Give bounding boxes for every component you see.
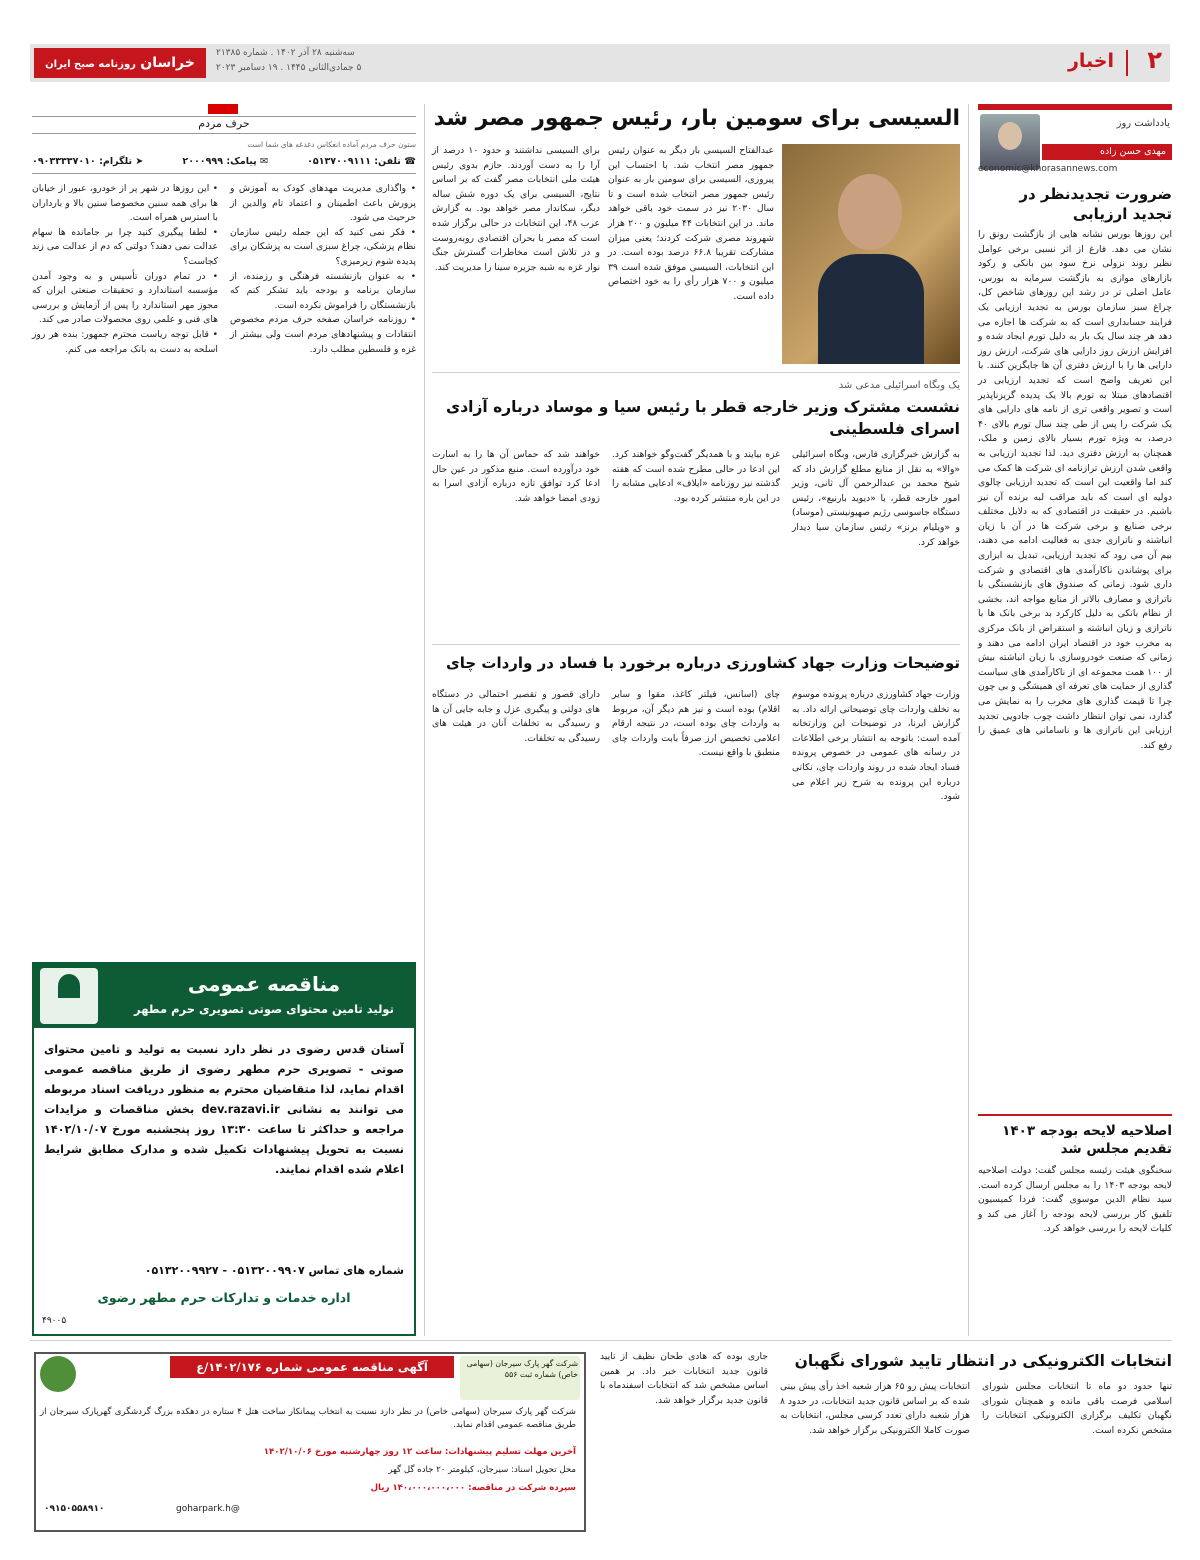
news-column <box>429 104 960 1336</box>
page-header <box>30 44 1170 82</box>
author-email[interactable]: economic@khorasannews.com <box>978 164 1118 174</box>
election-text-col-c: جاری بوده که هادی طحان نظیف از تایید قانون جدید انتخابات خبر داد. بر همین اساس مشخص شد که انتخابات اسفندماه با قانون جدید برگزار خواهد شد. <box>597 1351 768 1406</box>
author-name: مهدی حسن زاده <box>1042 144 1172 160</box>
ad2-company: شرکت گهر پارک سیرجان (سهامی خاص) شماره ثبت ۵۵۶ <box>460 1356 580 1400</box>
ad2-title: آگهی مناقصه عمومی شماره ۱۴۰۲/۱۷۶/ع <box>170 1356 454 1378</box>
author-face <box>998 122 1022 150</box>
sisi-text-col-b: برای السیسی نداشتند و حدود ۱۰ درصد از آرا را به دست آوردند. حازم بدوی رئیس هیئت ملی انتخابات مصر گفت که بر اساس نتایج، السیسی برای یک دوره شش ساله دیگر، سکاندار مصر خواهد بود. به گزارش عرب ۴۸، این انتخابات در حالی برگزار شده است که مصر با بحران اقتصادی روبه‌روست و در تلاش است مخاطرات گسترش جنگ نوار غزه به شبه جزیره سینا را مدیریت کند. <box>429 145 600 273</box>
tea-text-col-b: چای (اسانس، فیلتر کاغذ، مقوا و سایر اقلام) بوده است و نیز هم دیگر آن، مربوط به واردات چای بوده است، در نتیجه ارقام اعلامی تخصیص ارز صرفاً بابت واردات چای منطبق با واقع نیست. <box>609 689 780 759</box>
election-headline: انتخابات الکترونیکی در انتظار تایید شورای نگهبان <box>794 1352 1172 1370</box>
note-body: این روزها بورس نشانه هایی از بازگشت رونق را نشان می دهد. فارغ از اثر نسبی برخی عوامل نظیر روند نزولی نرخ سود بین بانکی و رکود بازارهای موازی به بازگشت سرمایه به بورس، عامل اصلی تر در رشد این روزهای شاخص کل، چراغ سبز سازمان بورس به تجدید ارزیابی یک فرایند حسابداری است که به شرکت ها اجازه می دهد هر چند سال یک بار به دلیل تورم ایجاد شده و افزایش ارزش روز دارایی های شرکت، ارزش روز دارایی ها را با ارزش دفتری آن ها جایگزین کنند. با این تعریف واضح است که تجدید ارزیابی در اقتصادهای مبتلا به تورم بالا یک پدیده گریزناپذیر است و تصویر واقعی تری از نامه های دارایی های یک شرکت را پس از طی چند سال تورم بالای ۴۰ درصد، به ویژه تورم بسیار بالای زمین و ملک، همچنان به ارزش دفتری دید. لذا تجدید ارزیابی به واقعی شدن ارزش ترازنامه ای شرکت ها کمک می کند اما واقعیت این است که تجدید ارزیابی چالوی دولیه ای است که باید مراقب لبه برنده آن نیز باشیم. در حقیقت در اقتصادی که به دلایل مختلف برخی صنایع و برخی شرکت ها در آن با زیان انباشته و ناترازی جدی به فعالیت ادامه می دهند، بیم آن می رود که تجدید ارزیابی، تبدیل به ابزاری برای پوشاندن ناکارآمدی های اقتصادی و شرکت داری شود. زمانی که صندوق های بازنشستگی با ناترازی و مصارف بالاتر از منابع مواجه اند، بخشی از نظام بانکی به دلیل کارکرد بد برخی بانک ها با ناترازی و زیان انباشته و استقراض از بانک مرکزی به مخرب خود در اقتصاد ایران ادامه می دهند و زمانی که صنعت خودروسازی با زیان انباشته بیش از ۱۰۰ همت مجموعه ای از ناکارآمدی های سیاست گذاری از حمایت های تعرفه ای همیشگی و بی چون چرا تا قیمت گذاری های مخرب را به نمایش می گذارد، نمی توان انتظار داشت چوب جادویی تجدید ارزیابی این ناترازی ها و ناسامانی های عمیق را رفع کند. <box>975 229 1172 751</box>
harfe-text-col-b: • این روزها در شهر پر از خودرو، عبور از خیابان ها برای همه سنین مخصوصا سنین بالا و بارداران با استرس همراه است. • لطفا پیگیری کنید چرا بر جامانده ها سهام عدالت نمی دهند؟ دولتی که دم از عدالت می زند کجاست؟ • در تمام دوران تأسیس و به وجود آمدن مؤسسه استاندارد و تحقیقات صنعتی ایران که مجوز مهر استاندارد را پس از آزمایش و بررسی های فنی و علمی روی محصولات صادر می کند. • قابل توجه ریاست محترم جمهور: بنده هر روز اسلحه به دست به بانک مراجعه می کنم. <box>32 183 218 355</box>
mossad-text-col-b: غزه بیایند و با همدیگر گفت‌وگو خواهند کرد. این ادعا در حالی مطرح شده است که هفته گذشته نیز روزنامه «ایلاف» ادعایی مشابه را در این باره منتشر کرده بود. <box>609 449 780 504</box>
divider <box>432 644 960 645</box>
sisi-headline: السیسی برای سومین بار، رئیس جمهور مصر شد <box>433 106 960 131</box>
phone-icon: ☎ <box>400 156 416 167</box>
sisi-photo <box>782 144 960 364</box>
sms-label: پیامک: <box>226 156 257 167</box>
divider <box>968 104 969 1336</box>
photo-suit <box>818 254 924 364</box>
ad2-line4: سپرده شرکت در مناقصه: ۱۴۰،۰۰۰،۰۰۰،۰۰۰ ریال <box>370 1483 576 1493</box>
phone-number: ۰۵۱۳۷۰۰۹۱۱۱ <box>307 156 371 167</box>
tea-text-col-c: دارای قصور و تقصیر احتمالی در دستگاه های دولتی و پیگیری عزل و جابه جایی آن ها و رسیدگی به تخلفات آنان در هیئت های رسیدگی به تخلفات. <box>429 689 600 744</box>
divider <box>432 372 960 373</box>
tender-ad-haram <box>32 962 416 1336</box>
divider <box>424 104 425 1336</box>
photo-face <box>838 174 902 250</box>
divider <box>30 1340 1172 1341</box>
mossad-text-col-c: خواهند شد که حماس آن ها را به اسارت خود درآورده است. منبع مذکور در عین حال ادعا کرد توافق تازه درباره آزادی اسرا به زودی امضا خواهد شد. <box>429 449 600 504</box>
phone-contact[interactable] <box>307 156 416 173</box>
harfe-subtitle: ستون حرف مردم آماده انعکاس دغدغه های شما است <box>247 140 416 149</box>
budget-body: سخنگوی هیئت رئیسه مجلس گفت: دولت اصلاحیه لایحه بودجه ۱۴۰۳ را به مجلس ارسال کرده است. سید نظام الدین موسوی گفت: فردا کمیسیون تلفیق کار بررسی لایحه بودجه را آغاز می کند و کلیات لایحه را بررسی خواهد کرد. <box>975 1165 1172 1235</box>
issue-date-hijri: ۵ جمادی‌الثانی ۱۴۴۵ . ۱۹ دسامبر ۲۰۲۳ <box>216 63 362 73</box>
election-text-col-b: انتخابات پیش رو ۶۵ هزار شعبه اخذ رأی پیش بینی شده که بر اساس قانون جدید انتخابات، در حدود ۸ هزار شعبه دارای تعدد کرسی مجلس، انتخابات به صورت کاملا الکترونیکی برگزار خواهد شد. <box>777 1381 971 1436</box>
mossad-text-col-a: به گزارش خبرگزاری فارس، وبگاه اسرائیلی «والا» به نقل از منابع مطلع گزارش داد که شیخ محمد بن عبدالرحمن آل ثانی، وزیر امور خارجه قطر، با «دیوید بارنیع»، رئیس دستگاه جاسوسی رژیم صهیونیستی (موساد) و «ویلیام برنز» رئیس سازمان سیا دیدار خواهد کرد. <box>789 449 960 548</box>
harfe-text-col-a: • واگذاری مدیریت مهدهای کودک به آموزش و پرورش باعث اطمینان و اعتماد تام والدین از حرحیث می شود. • فکر نمی کنید که این جمله رئیس سازمان نظام پزشکی، چراغ سبزی است به پزشکان برای پدیده شوم زیرمیزی؟ • به عنوان بازنشسته فرهنگی و رزمنده، از سازمان برنامه و بودجه باید تشکر کنم که بازنشستگان را فراموش نکرده است. • روزنامه خراسان صفحه حرف مردم مخصوص انتقادات و پیشنهادهای مردم است ولی بیشتر از غزه و فلسطین مطلب دارد. <box>230 183 416 355</box>
divider <box>1126 50 1128 76</box>
contact-bar <box>32 156 416 174</box>
sms-contact[interactable] <box>182 156 268 173</box>
section-title: اخبار <box>1067 50 1114 72</box>
ad2-site[interactable]: goharpark.h@ <box>176 1504 240 1514</box>
telegram-icon: ➤ <box>132 156 144 167</box>
column-top-bar <box>978 104 1172 110</box>
phone-label: تلفن: <box>374 156 401 167</box>
telegram-label: تلگرام: <box>99 156 133 167</box>
divider <box>978 1114 1172 1116</box>
kicker: یادداشت روز <box>1116 118 1170 129</box>
tea-headline: توضیحات وزارت جهاد کشاورزی درباره برخورد با فساد در واردات چای <box>445 654 960 672</box>
author-photo <box>980 114 1040 170</box>
newspaper-logo <box>34 48 206 78</box>
ad-code: ۴۹۰۰۵ <box>42 1316 67 1326</box>
ad2-phone: ۰۹۱۵۰۵۵۸۹۱۰ <box>44 1504 105 1514</box>
page-number: ۲ <box>1147 46 1162 74</box>
ad2-line2: آخرین مهلت تسلیم پیشنهادات: ساعت ۱۲ روز چهارشنبه مورخ ۱۴۰۲/۱۰/۰۶ <box>263 1447 576 1457</box>
harfe-title: حرف مردم <box>32 116 416 134</box>
harfe-mardom-column <box>32 104 416 1336</box>
logo-script: خراسان <box>140 55 195 71</box>
ad-phones: شماره های تماس ۰۵۱۳۲۰۰۹۹۰۷ - ۰۵۱۳۲۰۰۹۹۲۷ <box>144 1264 404 1277</box>
ad-body: آستان قدس رضوی در نظر دارد نسبت به تولید و تامین محتوای صوتی - تصویری حرم مطهر رضوی از طریق مناقصه عمومی اقدام نماید، لذا متقاضیان محترم به منظور دریافت اسناد مربوطه می توانند به نشانی dev.razavi.ir بخش مناقصات و مزایدات مراجعه و حداکثر تا ساعت ۱۳:۳۰ روز پنجشنبه مورخ ۱۴۰۲/۱۰/۰۷ نسبت به تحویل پیشنهادات تکمیل شده و مدارک مطابق شرایط اعلام شده اقدام نمایند. <box>44 1043 404 1176</box>
telegram-contact[interactable] <box>32 156 143 173</box>
note-title: ضرورت تجدیدنظر در تجدید ارزیابی <box>1019 185 1172 223</box>
mossad-kicker: یک وبگاه اسرائیلی مدعی شد <box>838 380 960 391</box>
ad2-line1: شرکت گهر پارک سیرجان (سهامی خاص) در نظر دارد نسبت به انتخاب پیمانکار ساخت هتل ۴ ستاره در دهکده بزرگ گردشگری گهرپارک سیرجان از طریق مناقصه عمومی اقدام نماید. <box>40 1407 576 1430</box>
badge-icon <box>208 104 238 114</box>
haram-logo-icon <box>40 968 98 1024</box>
sms-icon: ✉ <box>256 156 269 167</box>
ad-footer: اداره خدمات و تدارکات حرم مطهر رضوی <box>97 1290 351 1305</box>
ad2-line3: محل تحویل اسناد: سیرجان، کیلومتر ۲۰ جاده گل گهر <box>388 1465 576 1475</box>
sms-number: ۲۰۰۰۹۹۹ <box>182 156 223 167</box>
logo-sub: روزنامه صبح ایران <box>45 59 136 70</box>
goharpark-logo-icon <box>40 1356 76 1392</box>
telegram-number: ۰۹۰۳۳۳۳۷۰۱۰ <box>32 156 96 167</box>
ad-subtitle: تولید تامین محتوای صوتی تصویری حرم مطهر <box>134 1002 394 1016</box>
sisi-text-col-a: عبدالفتاح السیسی بار دیگر به عنوان رئیس جمهور مصر انتخاب شد. با احتساب این پیروزی، السیسی برای سومین بار به عنوان رئیس جمهور مصر انتخاب شده است و تا سال ۲۰۳۰ نیز در سمت خود باقی خواهد ماند. در این انتخابات ۴۴ میلیون و ۲۰۰ هزار شهروند مصری شرکت کردند؛ یعنی میزان مشارکت تقریبا ۶۶.۸ درصد بوده است. در این انتخابات، السیسی موفق شده است ۳۹ میلیون و ۷۰۰ هزار رأی را به خود اختصاص داده است. <box>605 145 775 302</box>
election-text-col-a: تنها حدود دو ماه تا انتخابات مجلس شورای اسلامی فرصت باقی مانده و همچنان شورای نگهبان تکلیف برگزاری الکترونیکی انتخابات را مشخص نکرده است. <box>979 1381 1172 1436</box>
budget-headline: اصلاحیه لایحه بودجه ۱۴۰۳ تقدیم مجلس شد <box>1002 1123 1172 1157</box>
dome-icon <box>58 974 80 998</box>
tea-text-col-a: وزارت جهاد کشاورزی درباره پرونده موسوم به تخلف واردات چای توضیحاتی ارائه داد. به گزارش ایرنا، در توضیحات این وزارتخانه آمده است: باتوجه به انتشار برخی اطلاعات در رسانه های عمومی در خصوص پرونده فساد ایجاد شده در روند واردات چای، نکاتی درباره این پرونده به شرح زیر اعلام می شود. <box>789 689 960 803</box>
issue-date: سه‌شنبه ۲۸ آذر ۱۴۰۲ . شماره ۲۱۳۸۵ <box>216 48 355 58</box>
column-note <box>975 104 1172 1336</box>
mossad-headline: نشست مشترک وزیر خارجه قطر با رئیس سیا و موساد درباره آزادی اسرای فلسطینی <box>445 398 960 438</box>
tender-ad-goharpark <box>34 1352 586 1532</box>
ad-title: مناقصه عمومی <box>187 972 341 996</box>
